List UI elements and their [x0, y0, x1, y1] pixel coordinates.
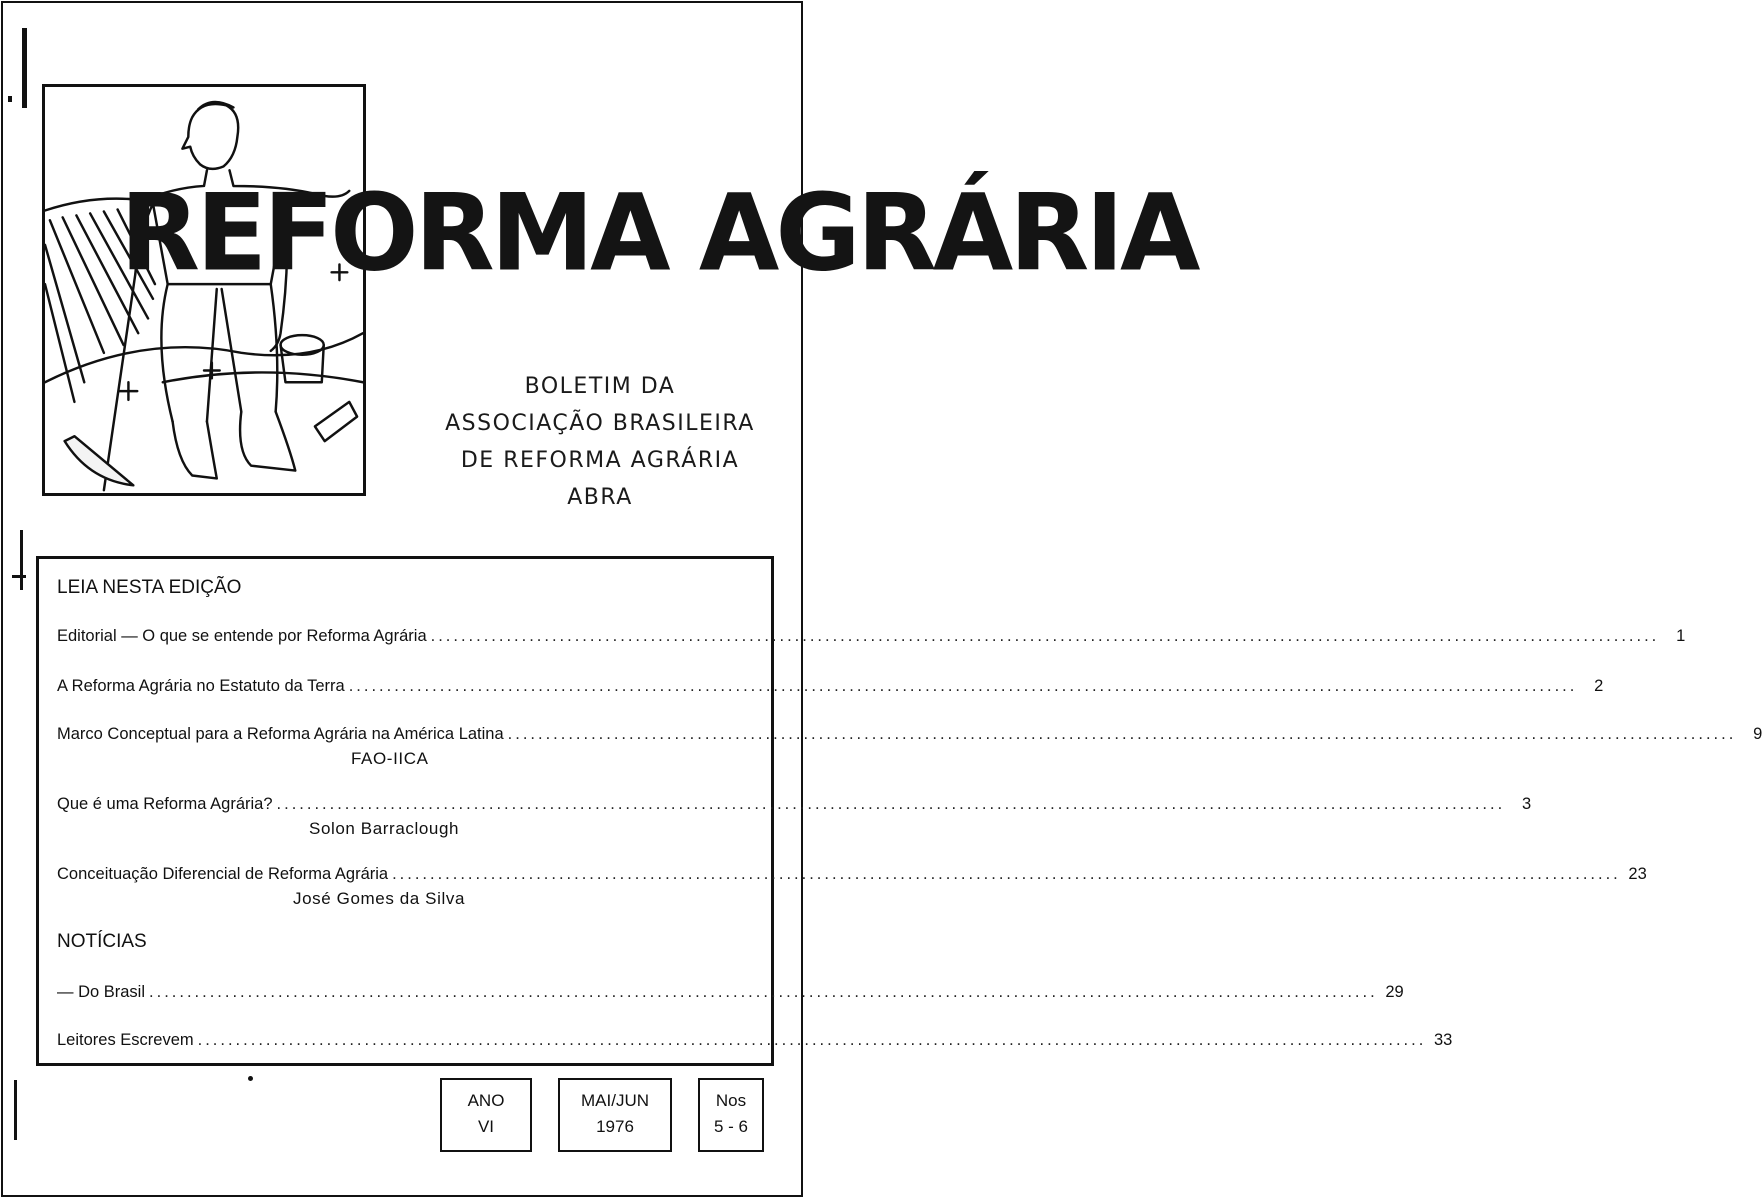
- subtitle-line: BOLETIM DA: [524, 374, 676, 399]
- toc-entry-title: Editorial — O que se entende por Reforma Agrária: [57, 627, 427, 645]
- leader-dots: [392, 865, 1621, 884]
- toc-entry-page: 3: [1522, 795, 1532, 813]
- toc-entry: [57, 725, 1762, 744]
- leader-dots: [508, 725, 1737, 744]
- toc-entry-page: 23: [1628, 865, 1647, 883]
- issue-year-box: [440, 1078, 532, 1152]
- leader-dots: [149, 983, 1378, 1002]
- toc-entry: [57, 677, 1604, 696]
- toc-entry-title: A Reforma Agrária no Estatuto da Terra: [57, 677, 345, 695]
- issue-date-label: MAI/JUN: [581, 1091, 649, 1110]
- leader-dots: [431, 627, 1660, 646]
- news-entry: [57, 983, 1404, 1002]
- toc-entry-author: FAO-IICA: [351, 749, 429, 768]
- subtitle-line: ASSOCIAÇÃO BRASILEIRA: [445, 411, 755, 436]
- toc-entry-author: José Gomes da Silva: [293, 889, 466, 908]
- publisher-subtitle: [410, 368, 790, 516]
- news-entry-title: Leitores Escrevem: [57, 1031, 194, 1049]
- scan-mark: [8, 96, 12, 102]
- table-of-contents: [36, 556, 1762, 1066]
- issue-year-label: ANO: [467, 1091, 505, 1110]
- toc-entry-page: 9: [1753, 725, 1762, 743]
- scan-mark: [12, 575, 26, 578]
- scan-mark: [20, 530, 23, 590]
- leader-dots: [349, 677, 1578, 696]
- toc-entry: [57, 865, 1647, 884]
- toc-entry: [57, 795, 1532, 814]
- magazine-title: REFORMA AGRÁRIA: [120, 170, 1197, 296]
- subtitle-line: ABRA: [567, 485, 633, 510]
- leader-dots: [277, 795, 1506, 814]
- issue-date-value: 1976: [596, 1117, 634, 1136]
- news-heading: NOTÍCIAS: [57, 931, 147, 952]
- issue-number-label: Nos: [715, 1091, 747, 1110]
- toc-entry-page: 2: [1594, 677, 1604, 695]
- issue-number-value: 5 - 6: [713, 1117, 749, 1136]
- toc-entry-title: Marco Conceptual para a Reforma Agrária na América Latina: [57, 725, 504, 743]
- news-entry-page: 33: [1433, 1031, 1453, 1049]
- toc-entry-title: Que é uma Reforma Agrária?: [57, 795, 273, 813]
- toc-entry: [57, 627, 1686, 646]
- toc-entry-title: Conceituação Diferencial de Reforma Agrária: [57, 865, 389, 883]
- scan-mark: [22, 28, 27, 108]
- scan-mark: [248, 1076, 253, 1081]
- issue-date-box: [558, 1078, 672, 1152]
- toc-entry-author: Solon Barraclough: [309, 819, 460, 838]
- toc-heading: LEIA NESTA EDIÇÃO: [57, 577, 242, 598]
- leader-dots: [198, 1031, 1427, 1050]
- issue-number-box: [698, 1078, 764, 1152]
- toc-entry-page: 1: [1676, 627, 1686, 645]
- scan-mark: [14, 1080, 17, 1140]
- news-entry: [57, 1031, 1453, 1050]
- news-entry-title: — Do Brasil: [57, 983, 146, 1001]
- news-entry-page: 29: [1385, 983, 1404, 1001]
- issue-year-value: VI: [477, 1117, 495, 1136]
- subtitle-line: DE REFORMA AGRÁRIA: [460, 448, 740, 473]
